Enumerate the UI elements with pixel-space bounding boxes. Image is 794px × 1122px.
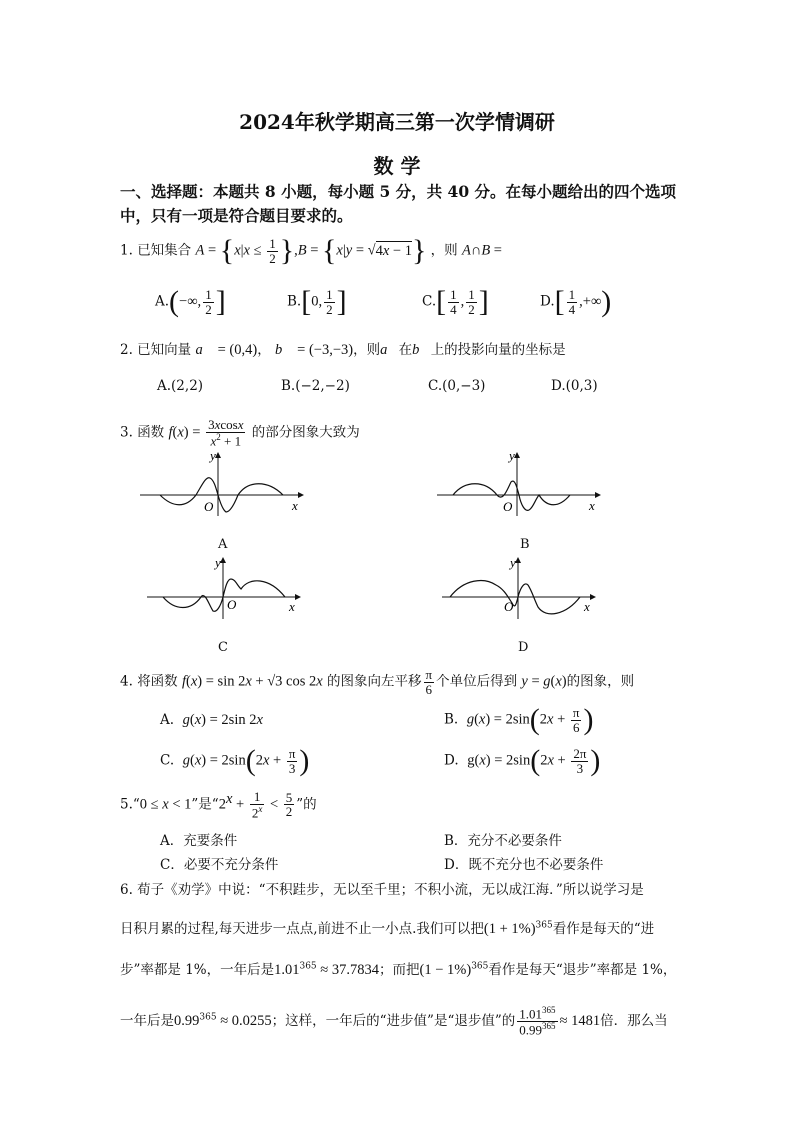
graph-a-label: A <box>218 537 228 552</box>
graph-a <box>138 450 308 520</box>
q6-line-4: 一年后是$0.99^{365} \approx 0.0255$；这样，一年后的“进步值”是“退步值”的 $\frac{1.01^{365}}{0.99^{365}}$ ≈ 1481倍．那么当 <box>120 1005 668 1038</box>
q1-tail: ，则 <box>430 242 458 259</box>
q1-option-d: D.[ $\frac{1}{4}$ ,+∞) <box>540 285 612 318</box>
q4-option-b: B. g(x) = 2sin(2x + $\frac{\pi}{6}$ ) <box>444 703 594 736</box>
q5-option-a: A．充要条件 <box>160 833 238 849</box>
q5-option-d: D．既不充分也不必要条件 <box>444 857 604 873</box>
graph-c-label: C <box>218 640 228 655</box>
svg-text:y: y <box>509 450 515 463</box>
question-5: 5.“0 ≤ x < 1”是“$2^x$ + $\frac{1}{2^x}$ < $\frac{5}{2}$ ”的 <box>120 789 317 820</box>
q4-option-d: D. g(x) = 2sin(2x + $\frac{2\pi}{3}$ ) <box>444 744 601 777</box>
graph-b <box>435 450 605 520</box>
q1-number: 1. <box>120 242 133 259</box>
origin-label: O <box>204 499 214 514</box>
q2-option-d: D.(0,3) <box>551 378 598 394</box>
q6-line-3: 步”率都是 1%，一年后是$1.01^{365} \approx 37.7834$；而把$(1 - 1\%)^{365}$看作是每天“退步”率都是 1%， <box>120 961 677 978</box>
q1-option-c: C.[ $\frac{1}{4}$ , $\frac{1}{2}$ ] <box>422 285 489 318</box>
q2-option-c: C.(0,−3) <box>428 378 486 394</box>
svg-text:y: y <box>215 555 221 570</box>
question-2: 2. 已知向量 a⃗ = (0,4)， b⃗ = (−3,−3)，则a⃗在b⃗上的投影向量的坐标是 <box>120 342 566 358</box>
q1-option-b: B.[0, $\frac{1}{2}$ ] <box>287 285 347 318</box>
exam-title: 2024年秋学期高三第一次学情调研 <box>239 110 555 134</box>
q1-text: 已知集合 <box>137 242 192 259</box>
q1-option-a: A.(−∞, $\frac{1}{2}$ ] <box>155 285 226 318</box>
x-axis-arrow <box>298 492 304 498</box>
svg-text:x: x <box>589 498 595 513</box>
q2-option-b: B.(−2,−2) <box>281 378 350 394</box>
svg-text:O: O <box>504 599 514 614</box>
svg-text:O: O <box>503 499 513 514</box>
q4-option-c: C. g(x) = 2sin(2x + $\frac{\pi}{3}$ ) <box>160 744 310 777</box>
q5-option-c: C．必要不充分条件 <box>160 857 279 873</box>
q6-line-1: 6. 荀子《劝学》中说：“不积跬步，无以至千里；不积小流，无以成江海．”所以说学习是 <box>120 882 644 898</box>
svg-text:y: y <box>510 555 516 570</box>
question-1: 1. 已知集合 A = {x|x ≤ $\frac{1}{2}$ },B = {x|y = √4x − 1} ，则 A∩B = <box>120 234 502 267</box>
q5-option-b: B．充分不必要条件 <box>444 833 562 849</box>
subject-title: 数 学 <box>373 154 421 178</box>
section-heading: 一、选择题：本题共 8 小题，每小题 5 分，共 40 分。在每小题给出的四个选项中，只有一项是符合题目要求的。 <box>120 182 677 225</box>
q2-option-a: A.(2,2) <box>157 378 204 394</box>
graph-d-label: D <box>518 640 529 655</box>
q4-option-a: A. g(x) = 2sin 2x <box>160 712 263 728</box>
question-3: 3. 函数 f(x) = $\frac{3xcosx}{x^2 + 1}$ 的部分图象大致为 <box>120 417 360 448</box>
svg-text:x: x <box>584 599 590 614</box>
q2-text: 2. 已知向量 <box>120 342 192 358</box>
y-label: y <box>210 450 216 463</box>
graph-c <box>145 555 315 625</box>
y-axis-arrow <box>215 452 221 458</box>
graph-b-label: B <box>520 537 530 552</box>
q6-line-2: 日积月累的过程,每天进步一点点,前进不止一小点.我们可以把$(1 + 1\%)^{365}$看作是每天的“进 <box>120 920 655 937</box>
svg-text:x: x <box>289 599 295 614</box>
svg-text:O: O <box>227 597 237 612</box>
x-label: x <box>292 498 298 513</box>
question-4: 4. 将函数 f(x) = sin 2x + √3 cos 2x 的图象向左平移 $\frac{\pi}{6}$ 个单位后得到 y = g(x)的图象，则 <box>120 667 635 697</box>
graph-d <box>440 555 610 625</box>
